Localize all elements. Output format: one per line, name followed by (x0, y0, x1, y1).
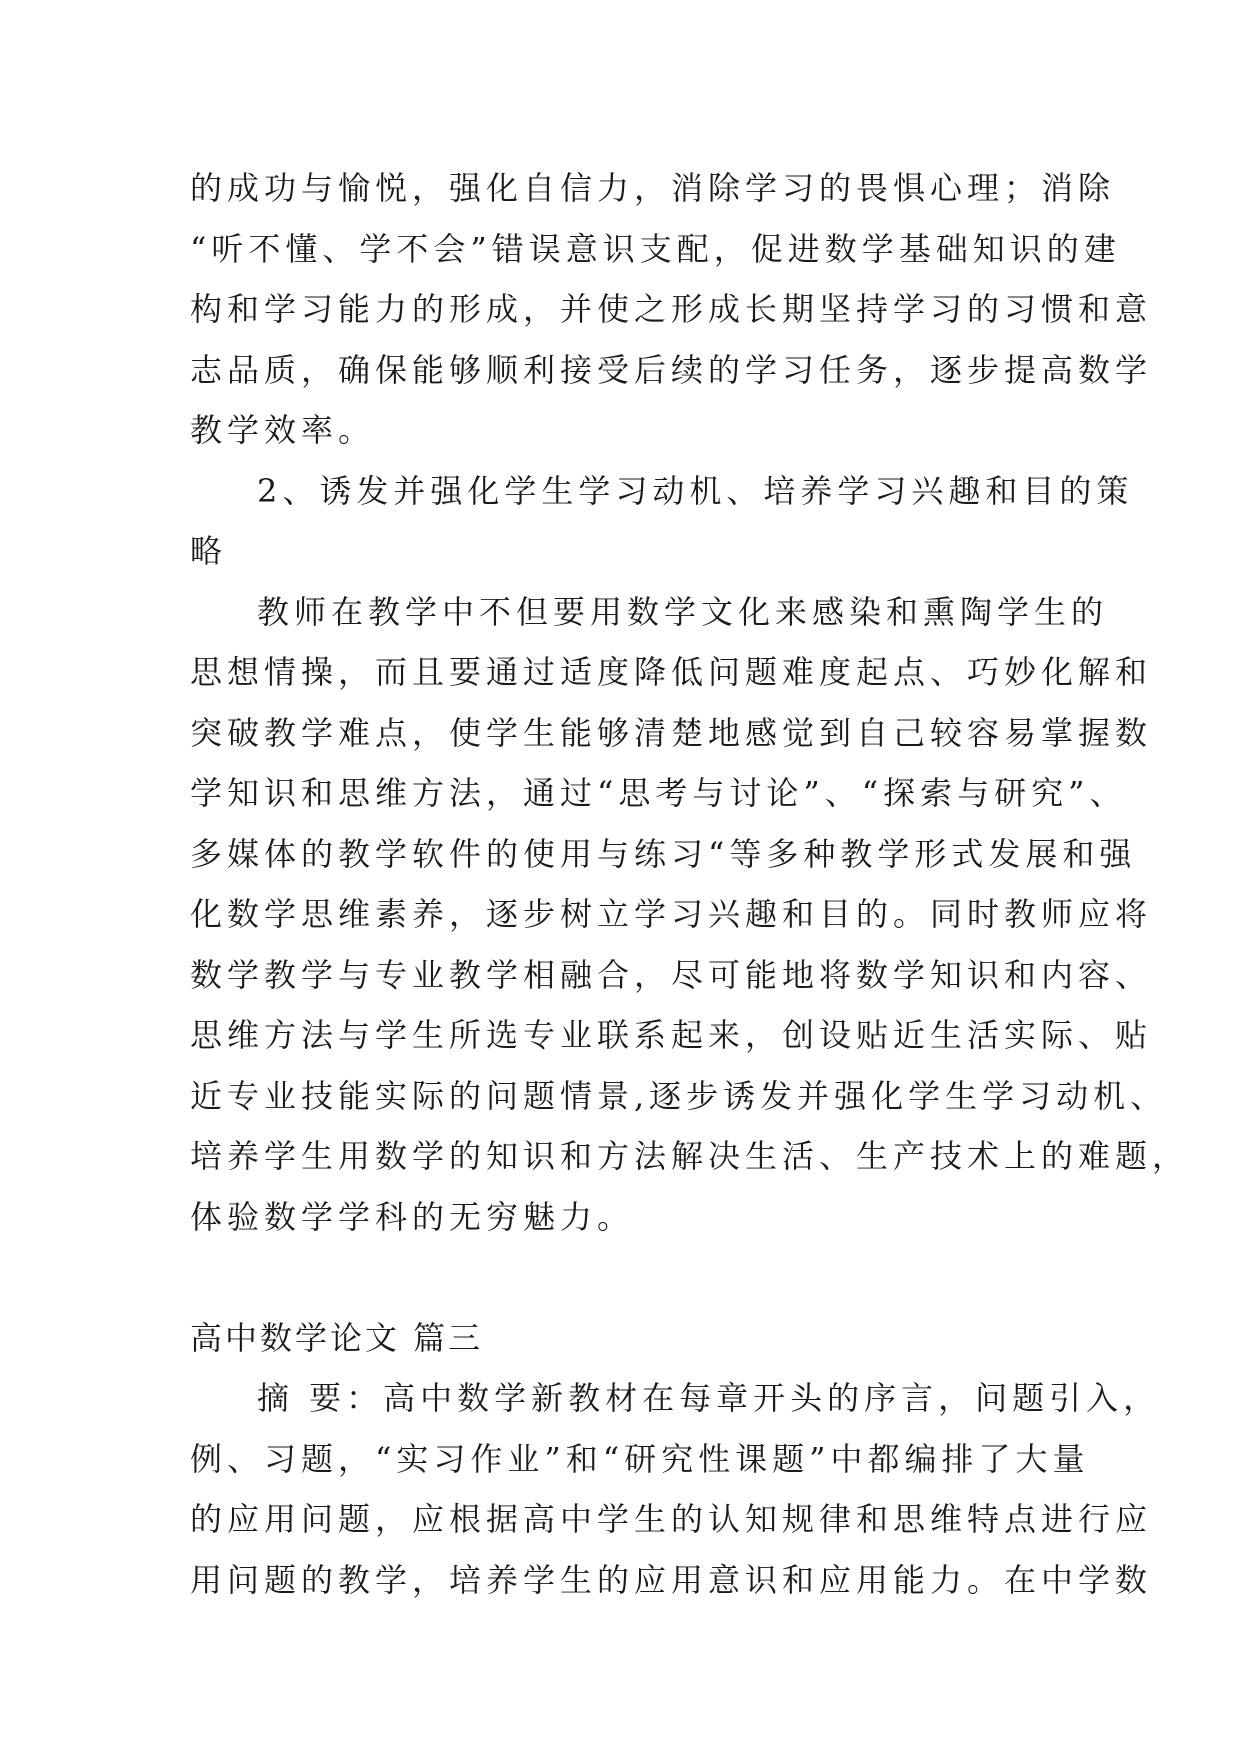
text-line: 教学效率。 (190, 411, 376, 449)
text-line: 学知识和思维方法，通过“思考与讨论”、“探索与研究”、 (190, 774, 1127, 812)
text-line: 近专业技能实际的问题情景,逐步诱发并强化学生学习动机、 (190, 1076, 1168, 1115)
document-body (190, 158, 1190, 1610)
section-spacer (190, 1247, 1050, 1308)
text-line: 志品质，确保能够顺利接受后续的学习任务，逐步提高数学 (190, 350, 1153, 389)
text-line: 的成功与愉悦，强化自信力，消除学习的畏惧心理；消除 (190, 169, 1116, 207)
text-line: 摘 要：高中数学新教材在每章开头的序言，问题引入， (257, 1379, 1161, 1417)
paragraph-motivation (190, 582, 1190, 1248)
text-line: 例、习题，“实习作业”和“研究性课题”中都编排了大量 (190, 1439, 1090, 1478)
text-line: 数学教学与专业教学相融合，尽可能地将数学知识和内容、 (190, 955, 1153, 994)
abstract-paragraph (190, 1368, 1161, 1610)
text-line: 培养学生用数学的知识和方法解决生活、生产技术上的难题， (190, 1137, 1190, 1175)
text-line: 2、诱发并强化学生学习动机、培养学习兴趣和目的策 (257, 471, 1134, 510)
text-line: 化数学思维素养，逐步树立学习兴趣和目的。同时教师应将 (190, 895, 1153, 933)
text-line: 突破教学难点，使学生能够清楚地感觉到自己较容易掌握数 (190, 713, 1153, 752)
text-line: 思维方法与学生所选专业联系起来，创设贴近生活实际、贴 (190, 1016, 1153, 1054)
section-heading-2 (190, 461, 1134, 582)
text-line: 体验数学学科的无穷魅力。 (190, 1197, 635, 1236)
text-line: 多媒体的教学软件的使用与练习“等多种教学形式发展和强 (190, 834, 1137, 873)
text-line: 的应用问题，应根据高中学生的认知规律和思维特点进行应 (190, 1500, 1153, 1538)
paragraph-self-confidence (190, 158, 1153, 461)
text-line: 思想情操，而且要通过适度降低问题难度起点、巧妙化解和 (190, 653, 1153, 691)
text-line: 略 (190, 532, 228, 570)
text-line: 构和学习能力的形成，并使之形成长期坚持学习的习惯和意 (190, 290, 1153, 328)
text-line: “听不懂、学不会”错误意识支配，促进数学基础知识的建 (190, 229, 1121, 268)
text-line: 用问题的教学，培养学生的应用意识和应用能力。在中学数 (190, 1560, 1153, 1599)
article-title: 高中数学论文 篇三 (190, 1318, 484, 1357)
text-line: 教师在教学中不但要用数学文化来感染和熏陶学生的 (257, 592, 1109, 631)
